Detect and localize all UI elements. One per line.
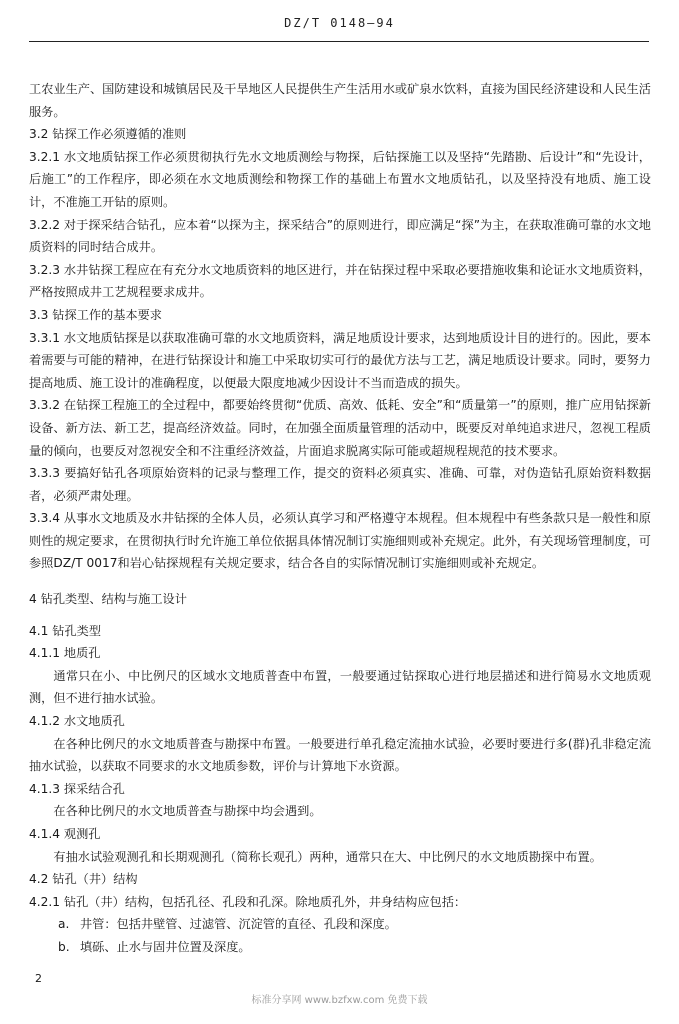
clause-heading-4-1-1: 4.1.1 地质孔 (29, 646, 101, 661)
list-item-label: a. (58, 917, 70, 932)
list-item-text: 井管：包括井壁管、过滤管、沉淀管的直径、孔段和深度。 (80, 917, 397, 932)
list-item (29, 936, 651, 959)
page-header: DZ/T 0148—94 (284, 16, 395, 30)
clause-3-3-1: 3.3.1 水文地质钻探是以获取准确可靠的水文地质资料，满足地质设计要求，达到地质设计目的进行的。因此，要本着需要与可能的精神，在进行钻探设计和施工中采取切实可行的最优方法与工艺，满足地质设计要求。同时，要努力提高地质、施工设计的准确程度，以便最大限度地减少因设计不当而造成的损失。 (29, 330, 651, 390)
header-rule (29, 41, 649, 42)
clause-text-4-1-3: 在各种比例尺的水文地质普查与勘探中均会遇到。 (53, 804, 322, 819)
clause-text-4-1-2: 在各种比例尺的水文地质普查与勘探中布置。一般要进行单孔稳定流抽水试验，必要时要进行多(群)孔非稳定流抽水试验，以获取不同要求的水文地质参数，评价与计算地下水资源。 (29, 736, 651, 774)
section-heading-4-1: 4.1 钻孔类型 (29, 623, 102, 638)
clause-4-2-1: 4.2.1 钻孔（井）结构，包括孔径、孔段和孔深。除地质孔外，井身结构应包括： (29, 894, 467, 909)
list-item-label: b. (58, 939, 70, 954)
clause-3-3-3: 3.3.3 要搞好钻孔各项原始资料的记录与整理工作，提交的资料必须真实、准确、可靠，对伪造钻孔原始资料数据者，必须严肃处理。 (29, 466, 651, 503)
clause-heading-4-1-2: 4.1.2 水文地质孔 (29, 714, 125, 729)
list-item (29, 913, 651, 936)
section-heading-4-2: 4.2 钻孔（井）结构 (29, 872, 138, 887)
clause-heading-4-1-3: 4.1.3 探采结合孔 (29, 781, 125, 796)
section-heading-3-2: 3.2 钻探工作必须遵循的准则 (29, 127, 187, 142)
list-item-text: 填砾、止水与固井位置及深度。 (80, 939, 251, 954)
document-body (29, 78, 651, 959)
clause-3-2-3: 3.2.3 水井钻探工程应在有充分水文地质资料的地区进行，并在钻探过程中采取必要措施收集和论证水文地质资料，严格按照成井工艺规程要求成井。 (29, 262, 651, 300)
clause-3-3-4: 3.3.4 从事水文地质及水井钻探的全体人员，必须认真学习和严格遵守本规程。但本规程中有些条款只是一般性和原则性的规定要求，在贯彻执行时允许施工单位依据具体情况制订实施细则或补充规定。此外，有关现场管理制度，可参照DZ/T 0017和岩心钻探规程有关规定要求，结合各自的实际情况制订实施细则或补充规定。 (29, 511, 651, 571)
clause-3-2-1: 3.2.1 水文地质钻探工作必须贯彻执行先水文地质测绘与物探，后钻探施工以及坚持“先踏勘、后设计”和“先设计，后施工”的工作程序，即必须在水文地质测绘和物探工作的基础上布置水文地质钻孔，以及坚持没有地质、施工设计，不准施工开钻的原则。 (29, 149, 651, 209)
section-heading-3-3: 3.3 钻探工作的基本要求 (29, 307, 162, 322)
clause-3-2-2: 3.2.2 对于探采结合钻孔，应本着“以探为主，探采结合”的原则进行，即应满足“探”为主，在获取准确可靠的水文地质资料的同时结合成井。 (29, 217, 651, 255)
page-number: 2 (35, 972, 42, 985)
paragraph-continued: 工农业生产、国防建设和城镇居民及干旱地区人民提供生产生活用水或矿泉水饮料，直接为国民经济建设和人民生活服务。 (29, 82, 651, 119)
clause-text-4-1-1: 通常只在小、中比例尺的区域水文地质普查中布置，一般要通过钻探取心进行地层描述和进行简易水文地质观测，但不进行抽水试验。 (29, 668, 651, 706)
chapter-heading-4: 4 钻孔类型、结构与施工设计 (29, 592, 187, 607)
clause-3-3-2: 3.3.2 在钻探工程施工的全过程中，都要始终贯彻“优质、高效、低耗、安全”和“质量第一”的原则，推广应用钻探新设备、新方法、新工艺，提高经济效益。同时，在加强全面质量管理的活动中，既要反对单纯追求进尺，忽视工程质量的倾向，也要反对忽视安全和不注重经济效益，片面追求脱离实际可能或超规程规范的技术要求。 (29, 398, 651, 458)
clause-text-4-1-4: 有抽水试验观测孔和长期观测孔（简称长观孔）两种，通常只在大、中比例尺的水文地质勘探中布置。 (53, 849, 602, 864)
clause-heading-4-1-4: 4.1.4 观测孔 (29, 827, 101, 841)
watermark-text: 标准分享网 www.bzfxw.com 免费下载 (251, 995, 428, 1006)
